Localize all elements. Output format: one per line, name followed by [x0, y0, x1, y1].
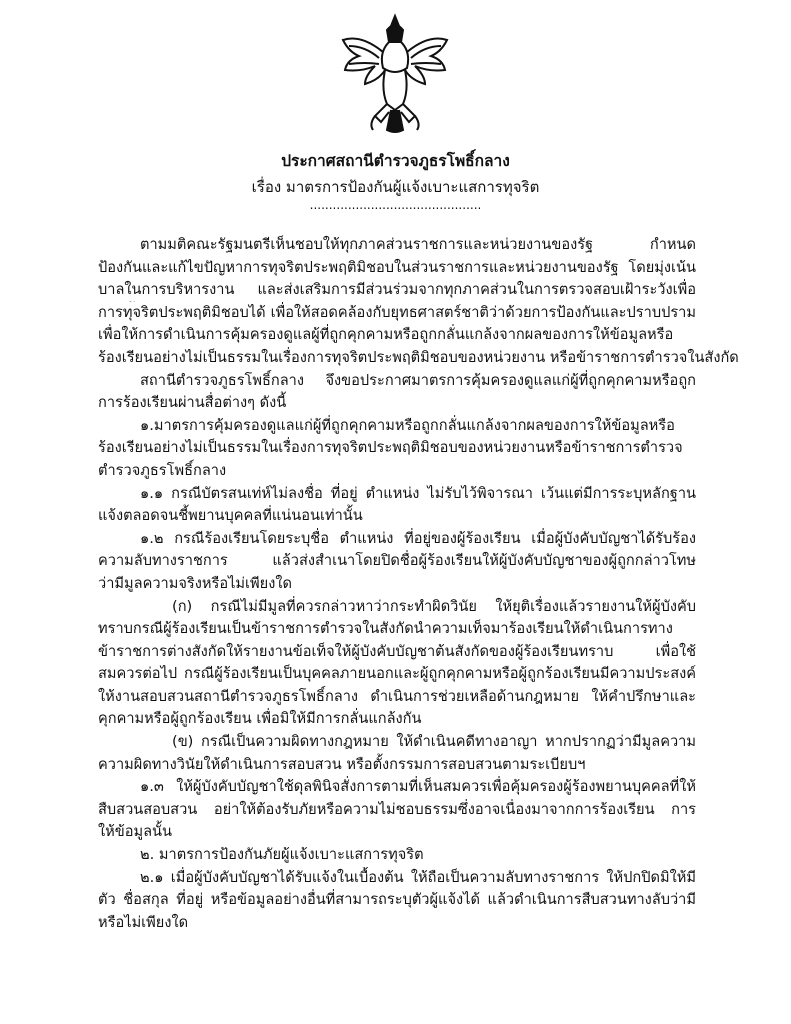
text-line: ตำรวจภูธรโพธิ์กลาง — [98, 461, 227, 479]
text-line: ความลับทางราชการ แล้วส่งสำเนาโดยปิดชื่อผู้ร้องเรียนให้ผู้บังคับบัญชาของผู้ถูกกล่าวโทษ — [98, 552, 696, 570]
paragraph — [98, 596, 696, 732]
paragraph — [98, 234, 739, 370]
text-line: ข้าราชการต่างสังกัดให้รายงานข้อเท็จให้ผู้บังคับบัญชาต้นสังกัดของผู้ร้องเรียนทราบ เพื่อใช้ — [98, 642, 696, 660]
text-line: สมควรต่อไป กรณีผู้ร้องเรียนเป็นบุคคลภายนอกและผู้ถูกคุกคามหรือผู้ถูกร้องเรียนมีความประสงค์ — [98, 665, 696, 683]
text-line: การทุจริตประพฤติมิชอบได้ เพื่อให้สอดคล้องกับยุทธศาสตร์ชาติว่าด้วยการป้องกันและปราบปราม — [98, 303, 696, 321]
text-line: (ข) กรณีเป็นความผิดทางกฎหมาย ให้ดำเนินคดีทางอาญา หากปรากฏว่ามีมูลความ — [172, 733, 696, 751]
text-line: การร้องเรียนผ่านสื่อต่างๆ ดังนี้ — [98, 394, 287, 412]
text-line: ๒. มาตรการป้องกันภัยผู้แจ้งเบาะแสการทุจริต — [140, 846, 424, 864]
text-line: สืบสวนสอบสวน อย่าให้ต้องรับภัยหรือความไม่ชอบธรรมซึ่งอาจเนื่องมาจากการร้องเรียน การ — [98, 800, 696, 818]
text-line: ความผิดทางวินัยให้ดำเนินการสอบสวน หรือตั้งกรรมการสอบสวนตามระเบียบฯ — [98, 755, 586, 773]
text-line: (ก) กรณีไม่มีมูลที่ควรกล่าวหาว่ากระทำผิดวินัย ให้ยุติเรื่องแล้วรายงานให้ผู้บังคับ — [172, 597, 696, 615]
subject-line: เรื่อง มาตรการป้องกันผู้แจ้งเบาะแสการทุจริต — [251, 178, 540, 196]
text-line: แจ้งตลอดจนชี้พยานบุคคลที่แน่นอนเท่านั้น — [98, 507, 363, 525]
paragraph — [98, 776, 696, 844]
text-line: ตามมติคณะรัฐมนตรีเห็นชอบให้ทุกภาคส่วนราชการและหน่วยงานของรัฐ กำหนด — [140, 236, 696, 253]
text-line: ร้องเรียนอย่างไม่เป็นธรรมในเรื่องการทุจริตประพฤติมิชอบของหน่วยงาน หรือข้าราชการตำรวจในสังกัด — [98, 348, 739, 366]
text-line: บาลในการบริหารงาน และส่งเสริมการมีส่วนร่วมจากทุกภาคส่วนในการตรวจสอบเฝ้าระวังเพื่อ — [98, 281, 696, 299]
paragraph — [98, 867, 696, 935]
text-line: ๒.๑ เมื่อผู้บังคับบัญชาได้รับแจ้งในเบื้องต้น ให้ถือเป็นความลับทางราชการ ให้ปกปิดมิให้มี — [140, 868, 696, 886]
paragraph — [98, 844, 696, 867]
text-line: ๑.๑ กรณีบัตรสนเท่ห์ไม่ลงชื่อ ที่อยู่ ตำแหน่ง ไม่รับไว้พิจารณา เว้นแต่มีการระบุหลักฐาน — [140, 484, 696, 502]
text-line: ๑.๒ กรณีร้องเรียนโดยระบุชื่อ ตำแหน่ง ที่อยู่ของผู้ร้องเรียน เมื่อผู้บังคับบัญชาได้รับร้อง — [140, 529, 696, 547]
text-line: ป้องกันและแก้ไขปัญหาการทุจริตประพฤติมิชอบในส่วนราชการและหน่วยงานของรัฐ โดยมุ่งเน้น — [98, 258, 696, 276]
text-line: ให้ข้อมูลนั้น — [98, 823, 173, 841]
paragraph — [98, 370, 696, 415]
separator: ............................................. — [309, 198, 482, 212]
text-line: สถานีตำรวจภูธรโพธิ์กลาง จึงขอประกาศมาตรการคุ้มครองดูแลแก่ผู้ที่ถูกคุกคามหรือถูก — [140, 371, 696, 389]
text-line: ทราบกรณีผู้ร้องเรียนเป็นข้าราชการตำรวจในสังกัดนำความเท็จมาร้องเรียนให้ดำเนินการทาง — [98, 620, 673, 638]
text-line: ให้งานสอบสวนสถานีตำรวจภูธรโพธิ์กลาง ดำเนินการช่วยเหลือด้านกฎหมาย ให้คำปรึกษาและ — [98, 687, 696, 705]
paragraph — [98, 528, 696, 596]
text-line: ตัว ชื่อสกุล ที่อยู่ หรือข้อมูลอย่างอื่นที่สามารถระบุตัวผู้แจ้งได้ แล้วดำเนินการสืบสวนทางลับว่ามี — [98, 891, 696, 909]
text-line: เพื่อให้การดำเนินการคุ้มครองดูแลผู้ที่ถูกคุกคามหรือถูกกลั่นแกล้งจากผลของการให้ข้อมูลหรือ — [98, 326, 674, 344]
text-line: หรือไม่เพียงใด — [98, 913, 189, 931]
document-body — [98, 234, 739, 934]
garuda-emblem-icon — [335, 12, 455, 134]
paragraph — [98, 731, 696, 776]
paragraph — [98, 415, 696, 483]
text-line: คุกคามหรือผู้ถูกร้องเรียน เพื่อมิให้มีการกลั่นแกล้งกัน — [98, 710, 422, 728]
text-line: ๑.๓ ให้ผู้บังคับบัญชาใช้ดุลพินิจสั่งการตามที่เห็นสมควรเพื่อคุ้มครองผู้ร้องพยานบุคคลที่ให้ — [140, 778, 696, 796]
text-line: ๑.มาตรการคุ้มครองดูแลแก่ผู้ที่ถูกคุกคามหรือถูกกลั่นแกล้งจากผลของการให้ข้อมูลหรือ — [140, 416, 675, 434]
page-title: ประกาศสถานีตำรวจภูธรโพธิ์กลาง — [281, 152, 510, 170]
text-line: ว่ามีมูลความจริงหรือไม่เพียงใด — [98, 574, 292, 592]
text-line: ร้องเรียนอย่างไม่เป็นธรรมในเรื่องการทุจริตประพฤติมิชอบของหน่วยงานหรือข้าราชการตำรวจ — [98, 439, 683, 457]
paragraph — [98, 483, 696, 528]
